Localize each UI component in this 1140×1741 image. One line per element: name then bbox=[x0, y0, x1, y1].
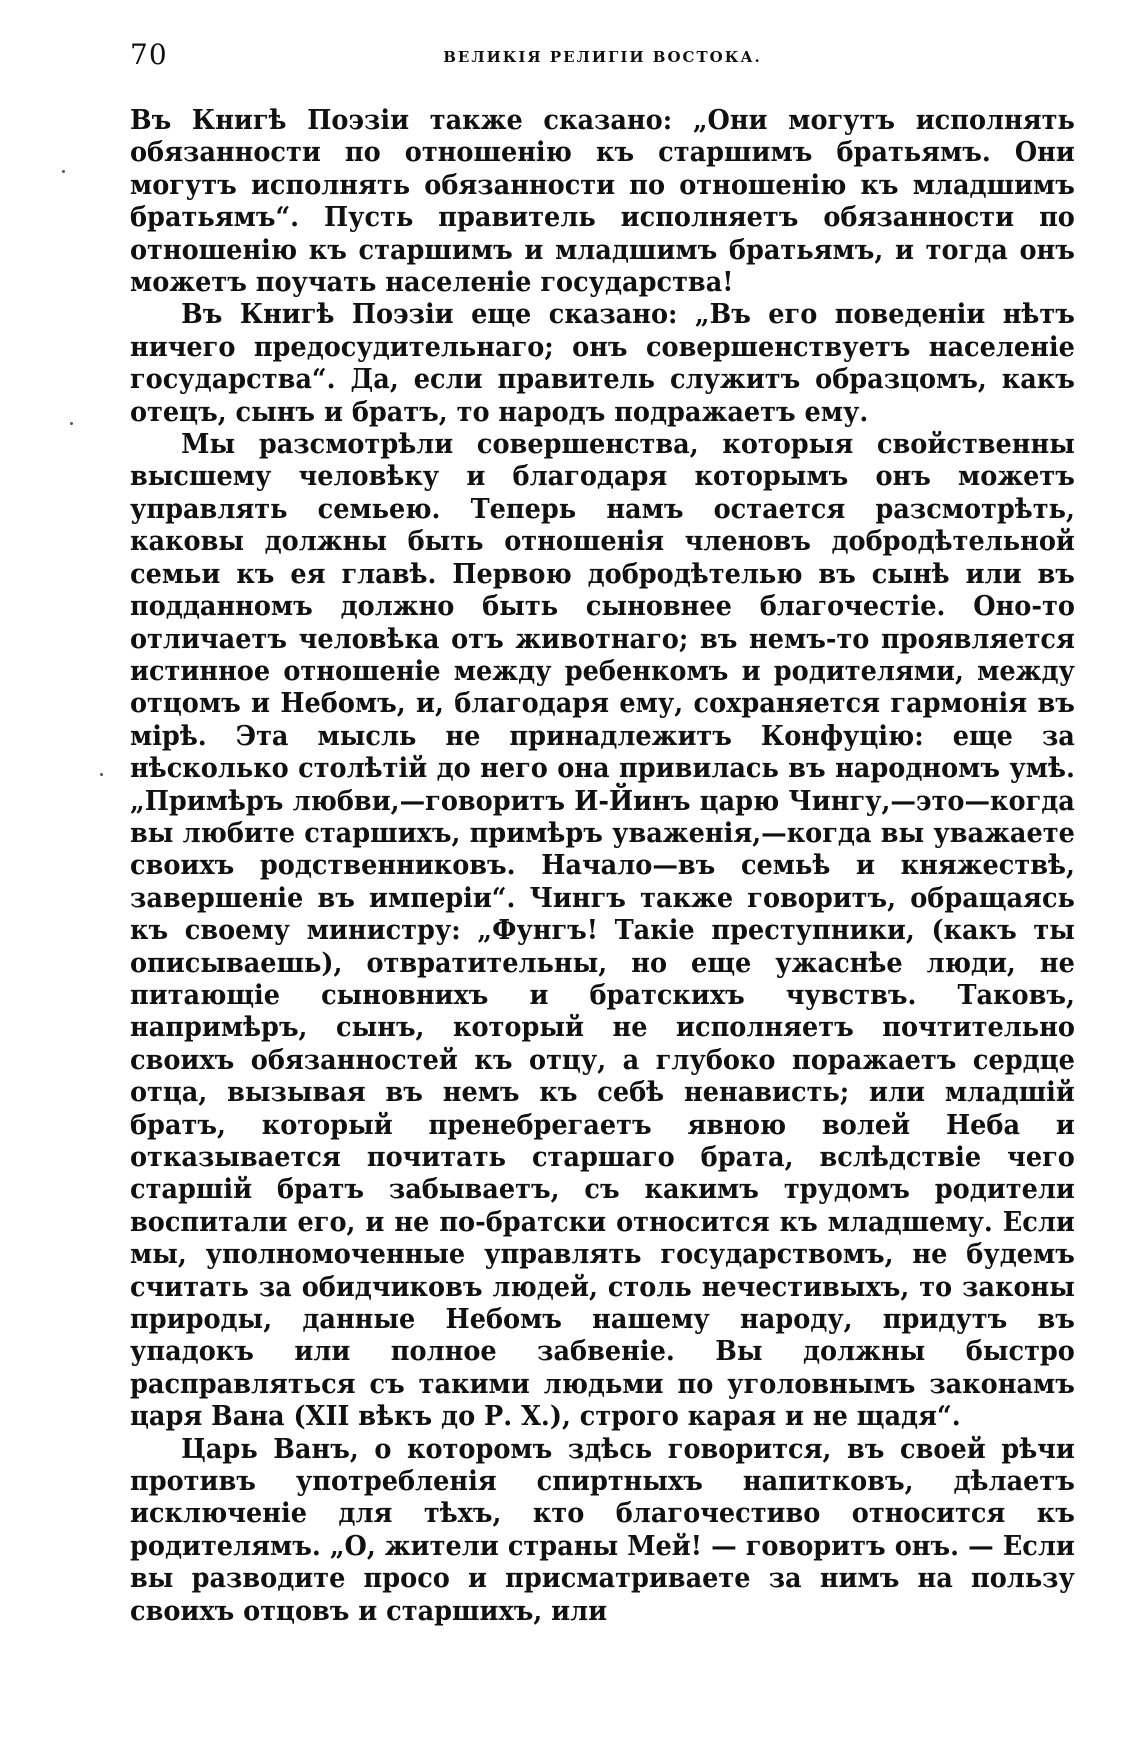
scan-speck bbox=[62, 170, 65, 173]
paragraph: Царь Ванъ, о которомъ здѣсь говорится, въ своей рѣчи противъ употребленія спиртныхъ напитковъ, дѣлаетъ исключеніе для тѣхъ, кто благочестиво относится къ родителямъ. „О, жители страны Мей! — говоритъ онъ. — Если вы разводите просо и присматриваете за нимъ на пользу своихъ отцовъ и старшихъ, или bbox=[130, 1432, 1075, 1627]
paragraph: Въ Книгѣ Поэзіи также сказано: „Они могутъ исполнять обязанности по отношенію къ старшимъ братьямъ. Они могутъ исполнять обязанности по отношенію къ младшимъ братьямъ“. Пусть правитель исполняетъ обязанности по отношенію къ старшимъ и младшимъ братьямъ, и тогда онъ можетъ поучать населеніе государства! bbox=[130, 104, 1075, 299]
paragraph: Мы разсмотрѣли совершенства, которыя свойственны высшему человѣку и благодаря которымъ онъ можетъ управлять семьею. Теперь намъ остается разсмотрѣть, каковы должны быть отношенія членовъ добродѣтельной семьи къ ея главѣ. Первою добродѣтелью въ сынѣ или въ подданномъ должно быть сыновнее благочестіе. Оно-то отличаетъ человѣка отъ животнаго; въ немъ-то проявляется истинное отношеніе между ребенкомъ и родителями, между отцомъ и Небомъ, и, благодаря ему, сохраняется гармонія въ мірѣ. Эта мысль не принадлежитъ Конфуцію: еще за нѣсколько столѣтій до него она привилась въ народномъ умѣ. „Примѣръ любви,—говоритъ И-Йинъ царю Чингу,—это—когда вы любите старшихъ, примѣръ уваженія,—когда вы уважаете своихъ родственниковъ. Начало—въ семьѣ и княжествѣ, завершеніе въ имперіи“. Чингъ также говоритъ, обращаясь къ своему министру: „Фунгъ! Такіе преступники, (какъ ты описываешь), отвратительны, но еще ужаснѣе люди, не питающіе сыновнихъ и братскихъ чувствъ. Таковъ, напримѣръ, сынъ, который не исполняетъ почтительно своихъ обязанностей къ отцу, а глубоко поражаетъ сердце отца, вызывая въ немъ къ себѣ ненависть; или младшій братъ, который пренебрегаетъ явною волей Неба и отказывается почитать старшаго брата, вслѣдствіе чего старшій братъ забываетъ, съ какимъ трудомъ родители воспитали его, и не по-братски относится къ младшему. Если мы, уполномоченные управлять государствомъ, не будемъ считать за обидчиковъ людей, столь нечестивыхъ, то законы природы, данные Небомъ нашему народу, придутъ въ упадокъ или полное забвеніе. Вы должны быстро расправляться съ такими людьми по уголовнымъ законамъ царя Вана (XII вѣкъ до Р. Х.), строго карая и не щадя“. bbox=[130, 428, 1075, 1433]
running-title: ВЕЛИКІЯ РЕЛИГІИ ВОСТОКА. bbox=[443, 48, 762, 66]
page-number: 70 bbox=[130, 38, 168, 71]
body-text bbox=[130, 104, 1075, 1627]
scan-speck bbox=[100, 773, 103, 776]
page-header bbox=[130, 38, 1075, 78]
scan-speck bbox=[70, 422, 73, 425]
paragraph: Въ Книгѣ Поэзіи еще сказано: „Въ его поведеніи нѣтъ ничего предосудительнаго; онъ совершенствуетъ населеніе государства“. Да, если правитель служитъ образцомъ, какъ отецъ, сынъ и братъ, то народъ подражаетъ ему. bbox=[130, 298, 1075, 428]
